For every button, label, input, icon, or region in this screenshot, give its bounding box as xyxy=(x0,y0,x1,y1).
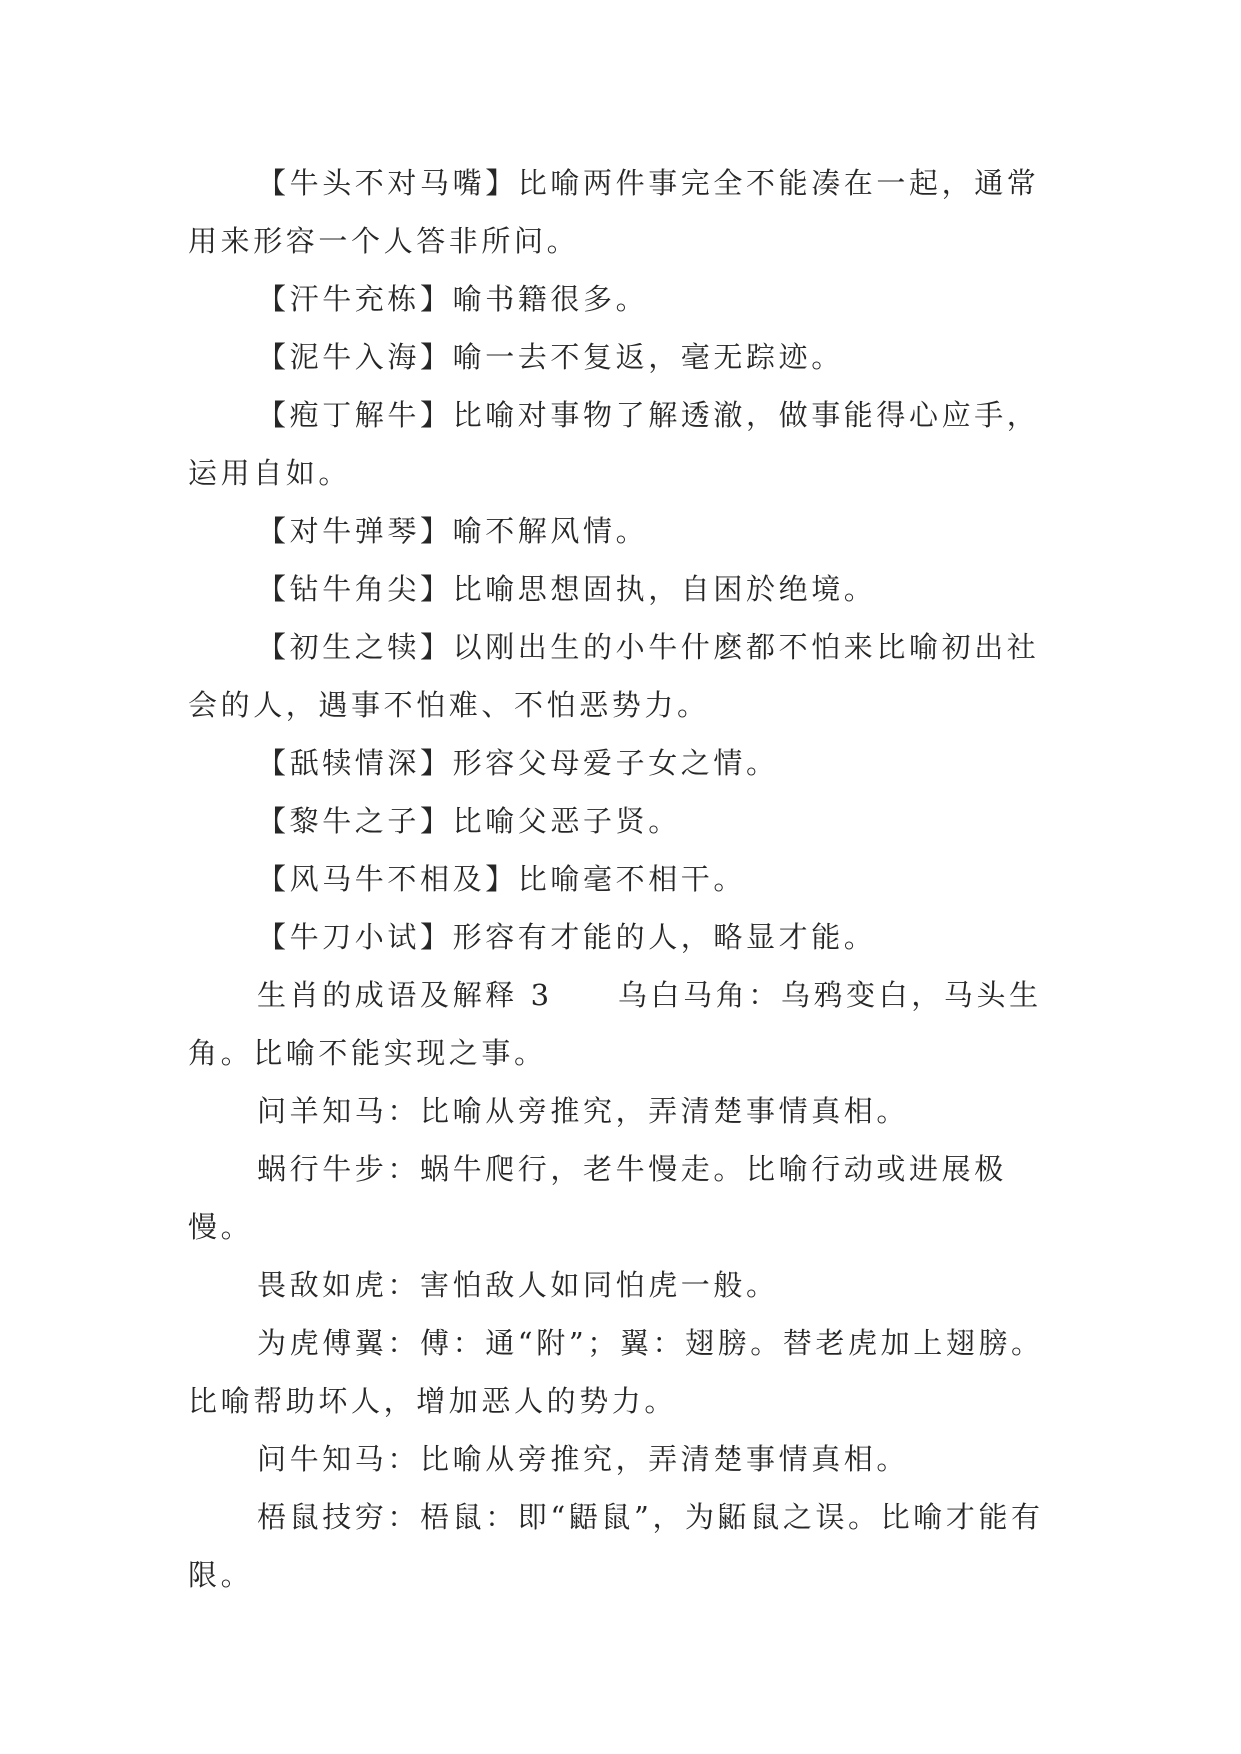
paragraph-idiom-16: 为虎傅翼：傅：通“附”；翼：翅膀。替老虎加上翅膀。比喻帮助坏人，增加恶人的势力。 xyxy=(188,1326,1044,1418)
paragraph-idiom-9: 【黎牛之子】比喻父恶子贤。 xyxy=(257,804,681,838)
paragraph-idiom-11: 【牛刀小试】形容有才能的人，略显才能。 xyxy=(257,920,877,954)
paragraph-idiom-8: 【舐犊情深】形容父母爱子女之情。 xyxy=(257,746,779,780)
paragraph-idiom-7: 【初生之犊】以刚出生的小牛什麽都不怕来比喻初出社会的人，遇事不怕难、不怕恶势力。 xyxy=(188,630,1040,722)
paragraph-section-3-start: 生肖的成语及解释 3 乌白马角：乌鸦变白，马头生角。比喻不能实现之事。 xyxy=(188,978,1042,1070)
paragraph-idiom-10: 【风马牛不相及】比喻毫不相干。 xyxy=(257,862,747,896)
paragraph-idiom-14: 蜗行牛步：蜗牛爬行，老牛慢走。比喻行动或进展极慢。 xyxy=(188,1152,1007,1244)
paragraph-idiom-1: 【牛头不对马嘴】比喻两件事完全不能凑在一起，通常用来形容一个人答非所问。 xyxy=(188,166,1040,258)
paragraph-idiom-6: 【钻牛角尖】比喻思想固执，自困於绝境。 xyxy=(257,572,877,606)
paragraph-idiom-3: 【泥牛入海】喻一去不复返，毫无踪迹。 xyxy=(257,340,844,374)
paragraph-idiom-2: 【汗牛充栋】喻书籍很多。 xyxy=(257,282,649,316)
document-body xyxy=(188,154,1064,1604)
paragraph-idiom-13: 问羊知马：比喻从旁推究，弄清楚事情真相。 xyxy=(257,1094,910,1128)
paragraph-idiom-18: 梧鼠技穷：梧鼠：即“鼯鼠”，为鼫鼠之误。比喻才能有限。 xyxy=(188,1500,1044,1592)
paragraph-idiom-17: 问牛知马：比喻从旁推究，弄清楚事情真相。 xyxy=(257,1442,910,1476)
paragraph-idiom-15: 畏敌如虎：害怕敌人如同怕虎一般。 xyxy=(257,1268,779,1302)
paragraph-idiom-4: 【疱丁解牛】比喻对事物了解透澈，做事能得心应手，运用自如。 xyxy=(188,398,1040,490)
paragraph-idiom-5: 【对牛弹琴】喻不解风情。 xyxy=(257,514,649,548)
